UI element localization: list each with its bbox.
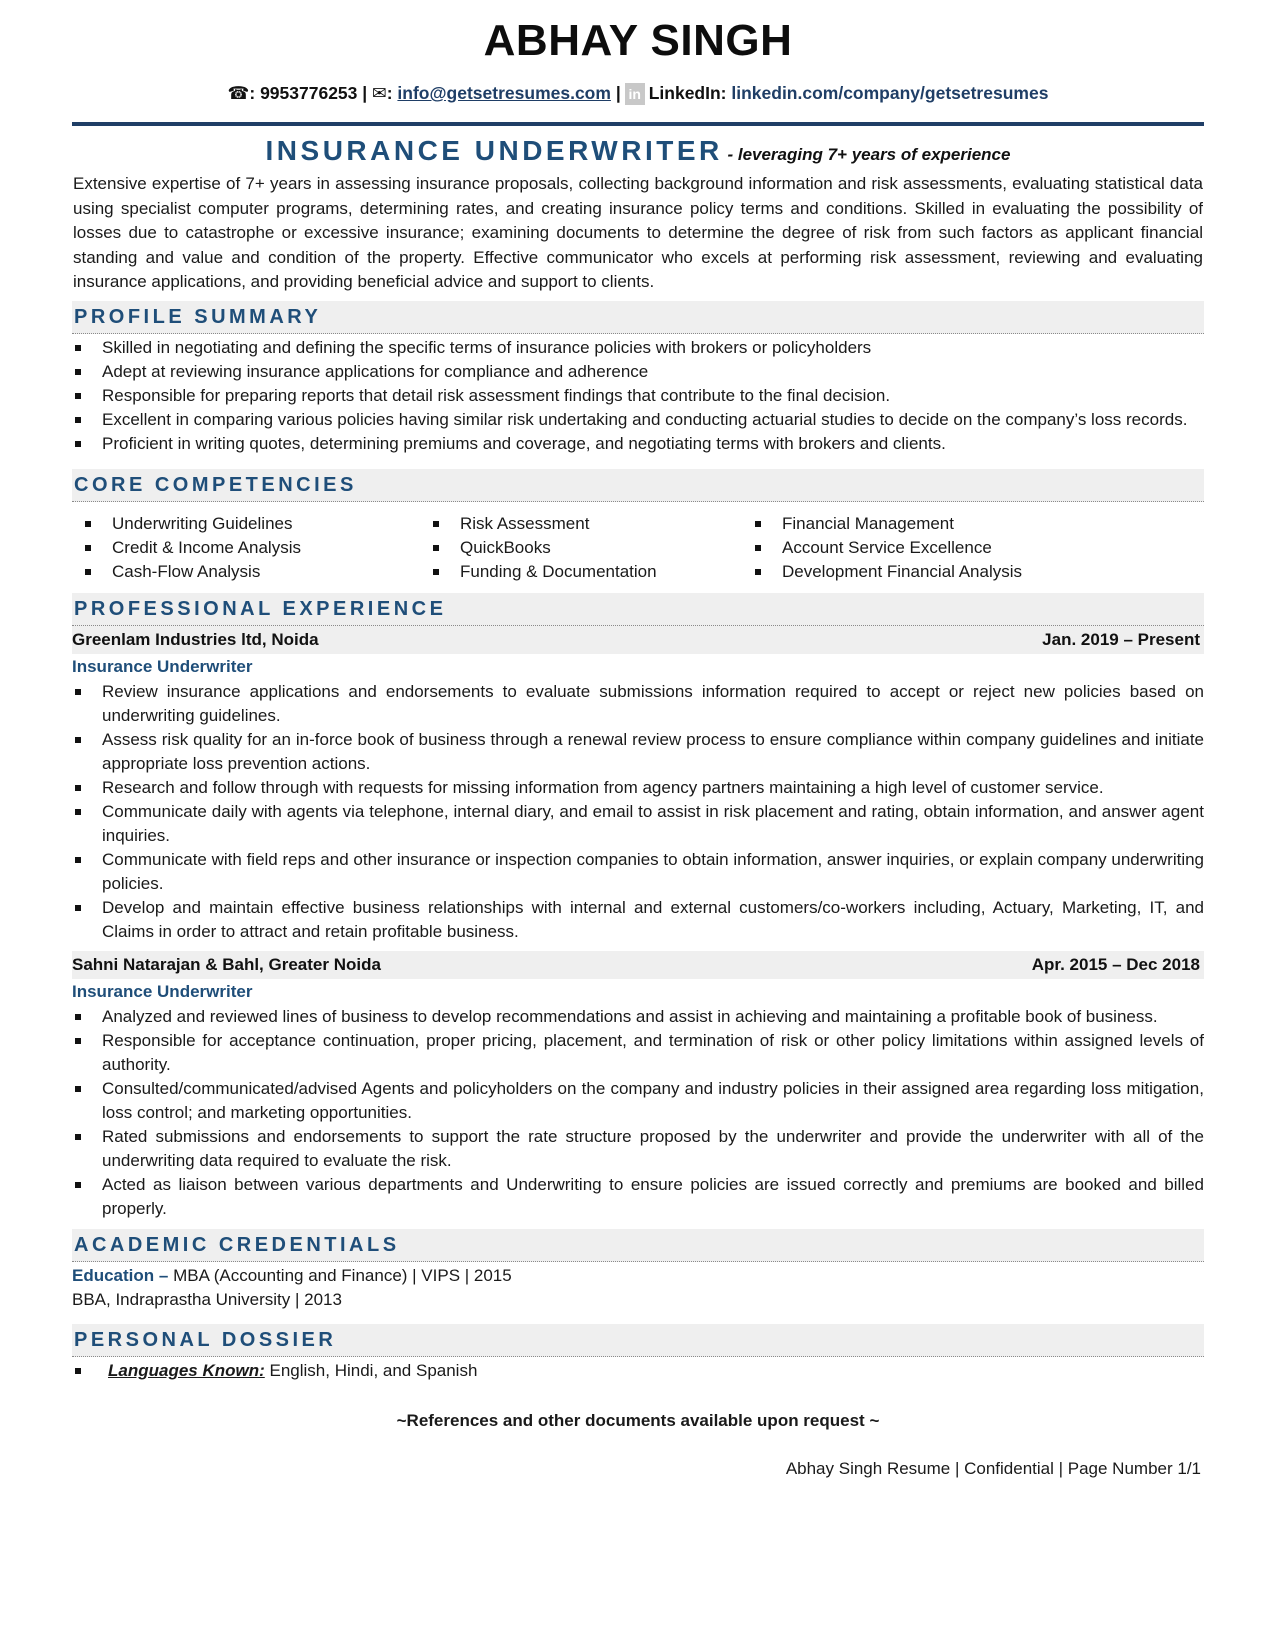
competencies-column (430, 512, 752, 584)
list-item: Research and follow through with requests for missing information from agency partners maintaining a high level of customer service. (72, 776, 1204, 800)
job-header (72, 951, 1204, 979)
languages-value: English, Hindi, and Spanish (264, 1360, 478, 1380)
personal-list (72, 1359, 1204, 1383)
envelope-icon: ✉ (372, 83, 387, 103)
linkedin-icon: in (625, 83, 645, 105)
competency-item: Development Financial Analysis (752, 560, 1152, 584)
section-heading-personal-dossier: PERSONAL DOSSIER (72, 1324, 1204, 1357)
list-item: Adept at reviewing insurance applications for compliance and adherence (72, 360, 1204, 384)
list-item: Communicate with field reps and other insurance or inspection companies to obtain information, answer inquiries, or explain company underwriting policies. (72, 848, 1204, 896)
candidate-name: ABHAY SINGH (483, 16, 793, 65)
intro-paragraph: Extensive expertise of 7+ years in assessing insurance proposals, collecting background information and risk assessments, evaluating statistical data using specialist computer programs, determining rates, and creating insurance policy terms and conditions. Skilled in evaluating the possibility of losses due to catastrophe or excessive insurance; examining documents to determine the degree of risk from such factors as applicant financial standing and value and condition of the property. Effective communicator who excels at performing risk assessment, reviewing and evaluating insurance applications, and providing beneficial advice and support to clients. (73, 174, 1203, 291)
education-block (72, 1264, 1204, 1312)
education-line: Education – MBA (Accounting and Finance) | VIPS | 2015 (72, 1265, 512, 1285)
list-item: Acted as liaison between various departments and Underwriting to ensure policies are issued correctly and premiums are booked and billed properly. (72, 1173, 1204, 1221)
job-role: Insurance Underwriter (72, 656, 253, 676)
header-divider (72, 122, 1204, 126)
headline: INSURANCE UNDERWRITER - leveraging 7+ years of experience (265, 135, 1011, 166)
competency-item: Account Service Excellence (752, 536, 1152, 560)
competency-item: Cash-Flow Analysis (82, 560, 430, 584)
company-name: Sahni Natarajan & Bahl, Greater Noida (72, 954, 381, 974)
competencies-column (752, 512, 1152, 584)
page-footer: Abhay Singh Resume | Confidential | Page Number 1/1 (785, 1458, 1201, 1478)
section-heading-core-competencies: CORE COMPETENCIES (72, 469, 1204, 502)
education-label: Education – (72, 1265, 169, 1285)
list-item: Skilled in negotiating and defining the specific terms of insurance policies with brokers or policyholders (72, 336, 1204, 360)
list-item: Consulted/communicated/advised Agents and policyholders on the company and industry policies in their assigned area regarding loss mitigation, loss control; and marketing opportunities. (72, 1077, 1204, 1125)
job-dates: Apr. 2015 – Dec 2018 (1031, 954, 1200, 974)
job-title-tagline: leveraging 7+ years of experience (737, 145, 1011, 164)
job-title: INSURANCE UNDERWRITER (265, 135, 723, 166)
company-name: Greenlam Industries ltd, Noida (72, 629, 319, 649)
job-dates: Jan. 2019 – Present (1042, 629, 1200, 649)
list-item: Responsible for acceptance continuation, proper pricing, placement, and termination of risk or other policy limitations within assigned levels of authority. (72, 1029, 1204, 1077)
competencies-column (82, 512, 430, 584)
competency-item: Underwriting Guidelines (82, 512, 430, 536)
job-entry (72, 951, 1204, 1221)
list-item: Communicate daily with agents via telephone, internal diary, and email to assist in risk placement and rating, obtain information, and answer agent inquiries. (72, 800, 1204, 848)
competency-item: QuickBooks (430, 536, 752, 560)
list-item: Responsible for preparing reports that detail risk assessment findings that contribute to the final decision. (72, 384, 1204, 408)
job-duties-list (72, 680, 1204, 944)
section-heading-academic-credentials: ACADEMIC CREDENTIALS (72, 1229, 1204, 1262)
phone-icon: ☎ (227, 83, 250, 103)
job-role: Insurance Underwriter (72, 981, 253, 1001)
competency-item: Credit & Income Analysis (82, 536, 430, 560)
languages-label: Languages Known: (108, 1360, 265, 1380)
list-item: Develop and maintain effective business relationships with internal and external customers/co-workers including, Actuary, Marketing, IT, and Claims in order to attract and retain profitable business. (72, 896, 1204, 944)
linkedin-link[interactable]: linkedin.com/company/getsetresumes (731, 83, 1049, 103)
list-item: Review insurance applications and endorsements to evaluate submissions information required to accept or reject new policies based on underwriting guidelines. (72, 680, 1204, 728)
competency-item: Financial Management (752, 512, 1152, 536)
job-entry (72, 626, 1204, 944)
profile-summary-list (72, 336, 1204, 456)
list-item: Analyzed and reviewed lines of business to develop recommendations and assist in achieving and maintaining a profitable book of business. (72, 1005, 1204, 1029)
references-note: ~References and other documents available upon request ~ (396, 1410, 880, 1430)
resume-page (72, 0, 1204, 1479)
competency-item: Funding & Documentation (430, 560, 752, 584)
list-item: Proficient in writing quotes, determining premiums and coverage, and negotiating terms with brokers and clients. (72, 432, 1204, 456)
list-item: Assess risk quality for an in-force book of business through a renewal review process to ensure compliance within company guidelines and initiate appropriate loss prevention actions. (72, 728, 1204, 776)
job-duties-list (72, 1005, 1204, 1221)
competency-item: Risk Assessment (430, 512, 752, 536)
contact-line: ☎: 9953776253 | ✉: info@getsetresumes.com | in LinkedIn: linkedin.com/company/getsetresumes (72, 80, 1204, 106)
list-item: Excellent in comparing various policies having similar risk undertaking and conducting actuarial studies to decide on the company’s loss records. (72, 408, 1204, 432)
job-header (72, 626, 1204, 654)
list-item: Rated submissions and endorsements to support the rate structure proposed by the underwriter and provide the underwriter with all of the underwriting data required to evaluate the risk. (72, 1125, 1204, 1173)
email-link[interactable]: info@getsetresumes.com (397, 83, 611, 103)
competencies-grid (72, 512, 1204, 584)
linkedin-label: LinkedIn: (648, 83, 727, 103)
phone-number: 9953776253 (260, 83, 358, 103)
education-line: BBA, Indraprastha University | 2013 (72, 1289, 342, 1309)
section-heading-professional-experience: PROFESSIONAL EXPERIENCE (72, 593, 1204, 626)
section-heading-profile-summary: PROFILE SUMMARY (72, 301, 1204, 334)
languages-item (72, 1359, 1204, 1383)
